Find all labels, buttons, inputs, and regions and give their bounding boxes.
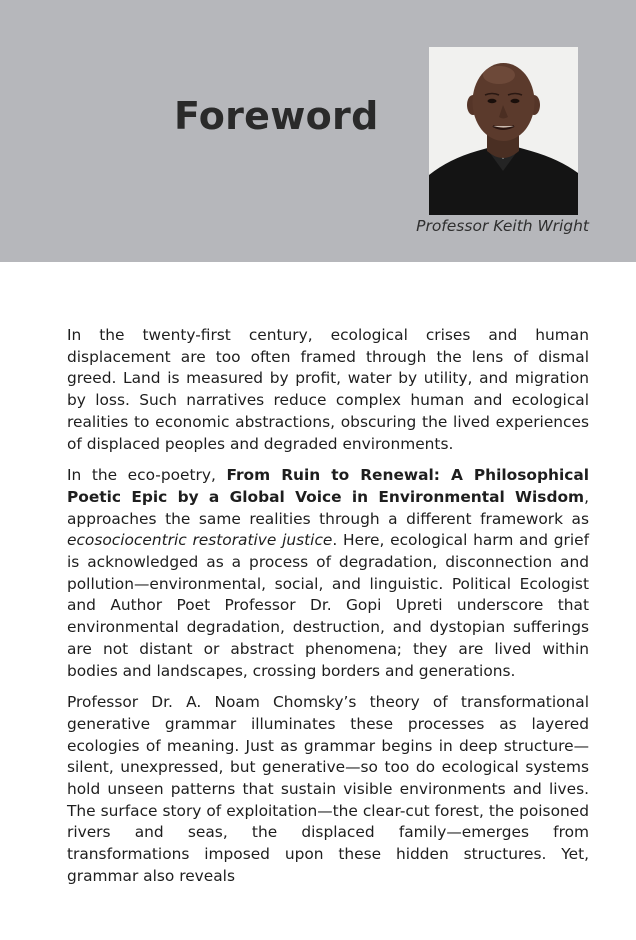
foreword-body	[67, 325, 589, 898]
paragraph-2-rest: . Here, ecological harm and grief is acknowledged as a process of degradation, disconnection and pollution—environmental, social, and linguistic. Political Ecologist and Author Poet Professor Dr. Gopi Upreti underscore that environmental degradation, destruction, and dystopian sufferings are not distant or abstract phenomena; they are lived within bodies and landscapes, crossing borders and generations.	[67, 531, 589, 680]
paragraph-2-intro: In the eco-poetry,	[67, 466, 227, 485]
paragraph-2-after-title: , approaches the same realities through a different framework as	[67, 487, 589, 528]
book-title: From Ruin to Renewal: A Philosophical Poetic Epic by a Global Voice in Environmental Wisdom	[67, 466, 590, 506]
page-title: Foreword	[174, 94, 379, 138]
portrait-caption: Professor Keith Wright	[416, 217, 589, 235]
paragraph-2	[67, 465, 589, 682]
portrait-illustration	[429, 47, 578, 215]
paragraph-1: In the twenty-first century, ecological crises and human displacement are too often framed through the lens of dismal greed. Land is measured by profit, water by utility, and migration by loss. Such narratives reduce complex human and ecological realities to economic abstractions, obscuring the lived experiences of displaced peoples and degraded environments.	[67, 326, 589, 453]
author-portrait	[429, 47, 578, 215]
framework-term: ecosociocentric restorative justice	[67, 531, 333, 550]
paragraph-3: Professor Dr. A. Noam Chomsky’s theory of transformational generative grammar illuminates these processes as layered ecologies of meaning. Just as grammar begins in deep structure—silent, unexpressed, but generative—so too do ecological systems hold unseen patterns that sustain visible environments and lives. The surface story of exploitation—the clear-cut forest, the poisoned rivers and seas, the displaced family—emerges from transformations imposed upon these hidden structures. Yet, grammar also reveals	[67, 693, 589, 885]
